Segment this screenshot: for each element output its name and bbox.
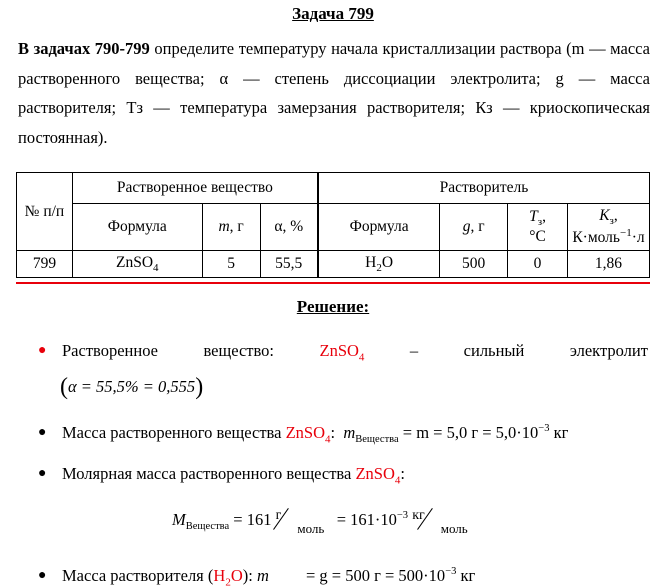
cell-alpha: 55,5 <box>260 251 318 278</box>
bullet-icon: ● <box>38 466 47 481</box>
bullet-3-line: Молярная масса растворенного вещества ZnSO$_4$: <box>62 464 405 487</box>
cell-mass: 5 <box>202 251 260 278</box>
statement-lead: В задачах 790-799 <box>18 39 150 58</box>
problem-statement <box>18 34 650 152</box>
bullet-1-line: Растворенное вещество: ZnSO$_4$ – сильный электролит <box>62 341 648 364</box>
header-solute: Растворенное вещество <box>72 173 318 204</box>
header-g: g, г <box>440 204 508 251</box>
header-alpha: α, % <box>260 204 318 251</box>
cell-formula: ZnSO$_4$ <box>72 251 202 278</box>
cell-solvent: $H_2O$ <box>318 251 440 278</box>
statement-text: определите температуру начала кристаллизации раствора (m — масса растворенного вещества; α — степень диссоциации электролита; g — масса растворителя; Тз — температура замерзания растворителя; Кз — криоскопическая постоянная). <box>18 39 650 147</box>
cell-k: 1,86 <box>567 251 649 278</box>
problem-title: Задача 799 <box>292 4 374 23</box>
header-solvent: Растворитель <box>318 173 650 204</box>
bullet-4-line: Масса растворителя $(H_2O)$: m = g = 500 $г = 500\cdot 10^{-3}$ кг <box>62 566 476 588</box>
cell-g: 500 <box>440 251 508 278</box>
header-t: $T_з$, °C <box>508 204 568 251</box>
data-table <box>16 172 650 278</box>
bullet-2-line: Масса растворенного вещества ZnSO$_4$: $m_{Вещества} = m = 5,0$ $г = 5,0\cdot 10^{-3}$ кг <box>62 423 569 446</box>
header-formula: Формула <box>72 204 202 251</box>
header-num: № п/п <box>17 173 73 251</box>
header-k: $K_з$, К·моль$^{-1}$·л <box>567 204 649 251</box>
table-underline <box>16 282 650 284</box>
solution-title: Решение: <box>296 297 370 316</box>
header-formula-solvent: Формула <box>318 204 440 251</box>
cell-num: 799 <box>17 251 73 278</box>
bullet-red-icon: ● <box>38 343 47 358</box>
molar-mass-formula: $M_{Вещества} = 161$ $^г_{моль} = 161\cdot 10^{-3}$ $^{кг}_{моль}$ <box>172 508 468 536</box>
bullet-icon: ● <box>38 425 47 440</box>
bullet-icon: ● <box>38 568 47 583</box>
alpha-value: (α = 55,5% = 0,555) <box>60 374 204 400</box>
cell-t: 0 <box>508 251 568 278</box>
header-mass: m, г <box>202 204 260 251</box>
